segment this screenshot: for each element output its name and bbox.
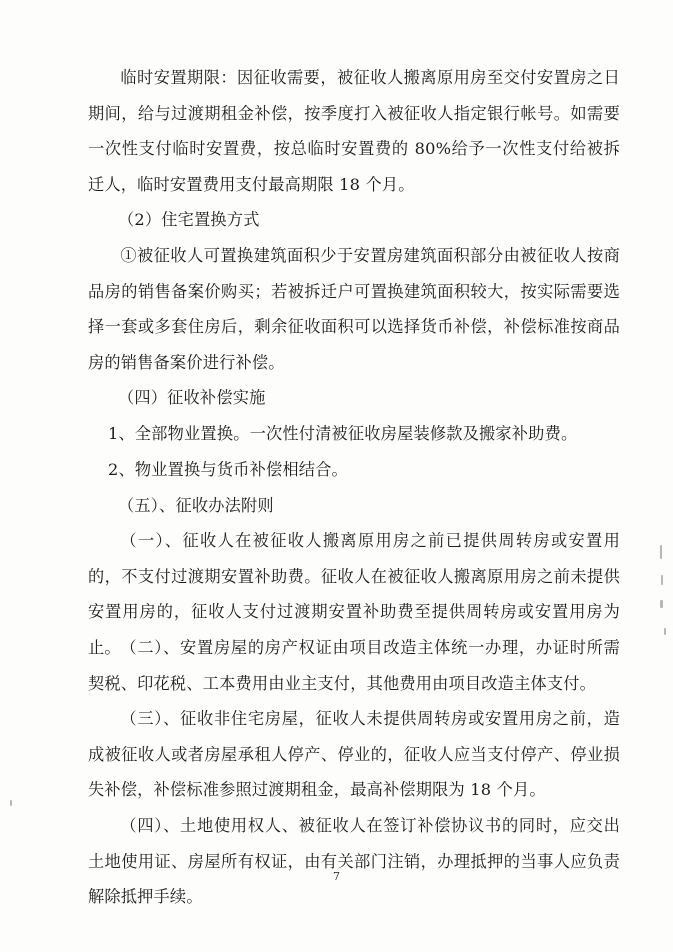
heading-housing-replacement-method: （2）住宅置换方式	[118, 210, 260, 229]
scan-speck	[661, 575, 663, 585]
provision-one: （一）、征收人在被征收人搬离原用房之前已提供周转房或安置用的，不支付过渡期安置补助费。征收人在被征收人搬离原用房之前未提供安置用房的，征收人支付过渡期安置补助费至提供周转房或安置用房为止。	[88, 531, 620, 657]
scan-speck	[660, 600, 663, 608]
heading-compensation-implementation: （四）征收补偿实施	[118, 388, 266, 407]
provision-four: （四）、土地使用权人、被征收人在签订补偿协议书的同时，应交出土地使用证、房屋所有权证，由有关部门注销，办理抵押的当事人应负责解除抵押手续。	[88, 816, 620, 907]
scan-speck	[660, 545, 662, 559]
provision-three: （三）、征收非住宅房屋，征收人未提供周转房或安置用房之前，造成被征收人或者房屋承租人停产、停业的，征收人应当支付停产、停业损失补偿，补偿标准参照过渡期租金，最高补偿期限为 18 个月。	[88, 709, 620, 800]
paragraph-replacement-area-rule: ①被征收人可置换建筑面积少于安置房建筑面积部分由被征收人按商品房的销售备案价购买；若被拆迁户可置换建筑面积较大，按实际需要选择一套或多套住房后，剩余征收面积可以选择货币补偿，补偿标准按商品房的销售备案价进行补偿。	[88, 246, 620, 372]
provision-two: （二）、安置房屋的房产权证由项目改造主体统一办理，办证时所需契税、印花税、工本费用由业主支付，其他费用由项目改造主体支付。	[88, 638, 620, 693]
item-full-property-replacement: 1、全部物业置换。一次性付清被征收房屋装修款及搬家补助费。	[108, 424, 578, 443]
page-number: 7	[333, 870, 340, 883]
heading-supplementary-provisions: （五）、征收办法附则	[118, 496, 274, 515]
scan-speck	[10, 800, 12, 806]
scan-speck	[664, 628, 666, 635]
item-property-and-monetary-combined: 2、物业置换与货币补偿相结合。	[108, 460, 348, 479]
paragraph-temporary-resettlement-period: 临时安置期限：因征收需要，被征收人搬离原用房至交付安置房之日期间，给与过渡期租金补偿，按季度打入被征收人指定银行帐号。如需要一次性支付临时安置费，按总临时安置费的 80%给予一次性支付给被拆迁人，临时安置费用支付最高期限 18 个月。	[88, 68, 620, 194]
